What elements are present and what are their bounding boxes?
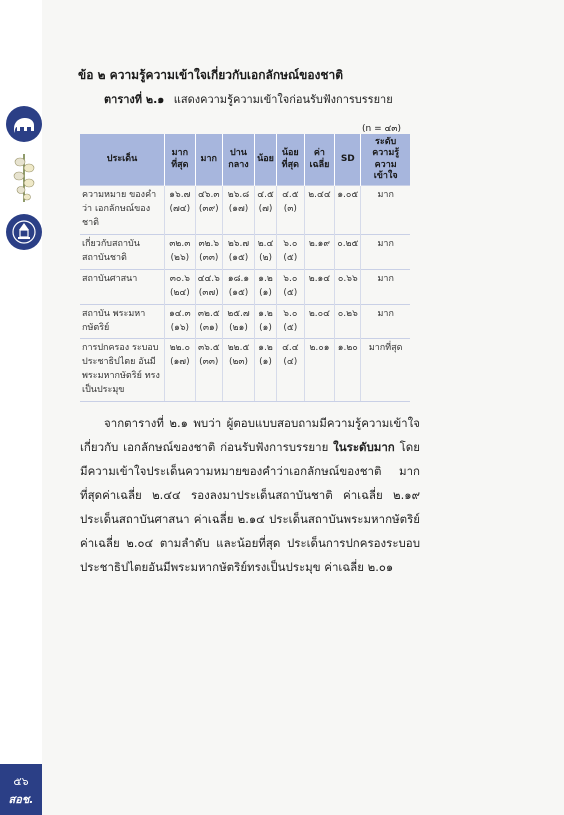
header-moderate: ปาน กลาง — [222, 134, 254, 186]
table-row — [80, 186, 410, 235]
cell-percent: ๓๒.๓ — [169, 238, 191, 249]
table-row — [80, 339, 410, 402]
cell-little — [255, 234, 277, 269]
cell-topic: เกี่ยวกับสถาบัน สถาบันชาติ — [80, 234, 165, 269]
cell-percent: ๔๖.๓ — [198, 190, 220, 200]
cell-level: มาก — [361, 304, 410, 339]
cell-moderate — [222, 304, 254, 339]
sample-size-note: (n = ๔๓) — [362, 124, 401, 134]
cell-percent: ๔.๕ — [282, 190, 299, 200]
cell-count: (๕) — [283, 287, 298, 298]
cell-percent: ๒๕.๗ — [227, 308, 250, 319]
cell-percent: ๑๘.๑ — [227, 273, 250, 284]
table-row — [80, 234, 410, 269]
page-footer-tab — [0, 764, 42, 815]
table-caption-label: ตารางที่ ๒.๑ — [104, 93, 165, 106]
cell-sd: ๐.๒๕ — [335, 234, 361, 269]
table-row — [80, 269, 410, 304]
cell-count: (๗๔) — [169, 203, 191, 214]
cell-count: (๒) — [259, 252, 273, 263]
cell-most — [165, 339, 196, 402]
cell-count: (๑) — [259, 357, 272, 368]
header-least: น้อย ที่สุด — [276, 134, 304, 186]
cell-most — [165, 304, 196, 339]
cell-count: (๑) — [259, 322, 272, 333]
cell-least — [276, 234, 304, 269]
cell-most — [165, 269, 196, 304]
cell-count: (๒๔) — [169, 287, 190, 298]
cell-much — [195, 186, 222, 235]
cell-percent: ๒๒.๕ — [227, 343, 250, 354]
cell-count: (๓) — [283, 203, 297, 214]
header-most: มาก ที่สุด — [165, 134, 196, 186]
cell-little — [255, 339, 277, 402]
cell-count: (๒๓) — [228, 357, 249, 368]
table-caption-text: แสดงความรู้ความเข้าใจก่อนรับฟังการบรรยาย — [173, 93, 393, 106]
cell-percent: ๒๖.๘ — [227, 190, 250, 200]
cell-moderate — [222, 234, 254, 269]
cell-percent: ๒.๔ — [257, 238, 274, 249]
knowledge-table — [80, 134, 410, 402]
table-caption — [104, 90, 393, 108]
summary-paragraph — [80, 411, 420, 579]
cell-percent: ๑๔.๓ — [169, 308, 191, 319]
cell-moderate — [222, 186, 254, 235]
cell-little — [255, 269, 277, 304]
cell-count: (๑๗) — [228, 203, 249, 214]
cell-count: (๕) — [283, 252, 298, 263]
cell-mean: ๒.๑๔ — [304, 269, 335, 304]
header-topic: ประเด็น — [80, 134, 165, 186]
cell-little — [255, 304, 277, 339]
cell-level: มากที่สุด — [361, 339, 410, 402]
table-row — [80, 304, 410, 339]
cell-most — [165, 234, 196, 269]
cell-least — [276, 304, 304, 339]
cell-percent: ๒๒.๐ — [169, 343, 190, 354]
cell-count: (๒๑) — [229, 322, 248, 333]
cell-count: (๑๕) — [228, 287, 249, 298]
cell-percent: ๑.๒ — [258, 343, 273, 354]
page-number: ๕๖ — [13, 775, 29, 788]
header-level: ระดับ ความรู้ ความเข้าใจ — [361, 134, 410, 186]
cell-topic: สถาบันศาสนา — [80, 269, 165, 304]
cell-count: (๑๗) — [170, 357, 190, 368]
cell-count: (๑) — [259, 287, 272, 298]
cell-percent: ๑.๒ — [258, 308, 273, 319]
cell-percent: ๖.๐ — [283, 238, 298, 249]
cell-mean: ๒.๐๔ — [304, 304, 335, 339]
table-header-row — [80, 134, 410, 186]
cell-count: (๒๖) — [170, 252, 190, 263]
cell-least — [276, 269, 304, 304]
cell-percent: ๖.๐ — [283, 308, 298, 319]
cell-much — [195, 304, 222, 339]
cell-count: (๑๕) — [228, 252, 249, 263]
cell-count: (๗) — [258, 203, 273, 214]
cell-level: มาก — [361, 234, 410, 269]
cell-much — [195, 269, 222, 304]
cell-sd: ๑.๒๐ — [335, 339, 361, 402]
cell-level: มาก — [361, 269, 410, 304]
cell-count: (๑๖) — [170, 322, 190, 333]
cell-little — [255, 186, 277, 235]
pavilion-emblem-icon — [6, 214, 42, 250]
summary-text-rest: โดยมีความเข้าใจประเด็นความหมายของคำว่าเอกลักษณ์ของชาติ มากที่สุดค่าเฉลี่ย ๒.๔๔ รองลงมาประเด็นสถาบันชาติ ค่าเฉลี่ย ๒.๑๙ ประเด็นสถาบันศาสนา ค่าเฉลี่ย ๒.๑๔ ประเด็นสถาบันพระมหากษัตริย์ค่าเฉลี่ย ๒.๐๔ ตามลำดับ และน้อยที่สุด ประเด็นการปกครองระบอบประชาธิปไตยอันมีพระมหากษัตริย์ทรงเป็นประมุข ค่าเฉลี่ย ๒.๐๑ — [80, 440, 420, 574]
cell-percent: ๖.๐ — [283, 273, 298, 284]
footer-abbreviation: สอช. — [8, 793, 34, 806]
cell-least — [276, 339, 304, 402]
cell-percent: ๑๖.๗ — [169, 190, 191, 200]
cell-sd: ๐.๖๖ — [335, 269, 361, 304]
cell-much — [195, 339, 222, 402]
left-sidebar-band — [0, 0, 42, 815]
cell-count: (๓๙) — [198, 203, 219, 214]
cell-topic: ความหมาย ของคำว่า เอกลักษณ์ของชาติ — [80, 186, 165, 235]
cell-much — [195, 234, 222, 269]
cell-percent: ๓๐.๖ — [169, 273, 190, 284]
cell-moderate — [222, 269, 254, 304]
flower-emblem-icon — [8, 152, 40, 204]
cell-percent: ๔.๔ — [282, 343, 299, 354]
cell-percent: ๓๖.๕ — [198, 343, 220, 354]
cell-moderate — [222, 339, 254, 402]
cell-sd: ๐.๒๖ — [335, 304, 361, 339]
cell-percent: ๓๒.๖ — [198, 238, 220, 249]
cell-mean: ๒.๑๙ — [304, 234, 335, 269]
cell-mean: ๒.๔๔ — [304, 186, 335, 235]
summary-text-emphasis: ในระดับมาก — [333, 440, 395, 454]
cell-count: (๓๓) — [199, 252, 219, 263]
cell-topic: การปกครอง ระบอบประชาธิปไตย อันมีพระมหากษัตริย์ ทรงเป็นประมุข — [80, 339, 165, 402]
summary-text-lead: จากตารางที่ ๒.๑ พบว่า ผู้ตอบแบบสอบถามมีความรู้ความเข้าใจเกี่ยวกับ เอกลักษณ์ของชาติ ก่อนรับฟังการบรรยาย — [80, 416, 420, 454]
header-mean: ค่า เฉลี่ย — [304, 134, 335, 186]
cell-level: มาก — [361, 186, 410, 235]
cell-count: (๕) — [283, 322, 298, 333]
cell-percent: ๔.๕ — [257, 190, 274, 200]
cell-least — [276, 186, 304, 235]
cell-count: (๔) — [283, 357, 298, 368]
cell-topic: สถาบัน พระมหากษัตริย์ — [80, 304, 165, 339]
cell-count: (๓๑) — [199, 322, 219, 333]
header-sd: SD — [335, 134, 361, 186]
header-little: น้อย — [255, 134, 277, 186]
cell-most — [165, 186, 196, 235]
cell-percent: ๒๖.๗ — [227, 238, 250, 249]
header-much: มาก — [195, 134, 222, 186]
elephant-emblem-icon — [6, 106, 42, 142]
cell-mean: ๒.๐๑ — [304, 339, 335, 402]
cell-percent: ๔๔.๖ — [197, 273, 220, 284]
cell-count: (๓๓) — [199, 357, 219, 368]
cell-count: (๓๗) — [198, 287, 219, 298]
cell-percent: ๑.๒ — [258, 273, 273, 284]
cell-percent: ๓๒.๕ — [197, 308, 220, 319]
cell-sd: ๑.๐๕ — [335, 186, 361, 235]
section-heading: ข้อ ๒ ความรู้ความเข้าใจเกี่ยวกับเอกลักษณ์ของชาติ — [78, 68, 344, 82]
